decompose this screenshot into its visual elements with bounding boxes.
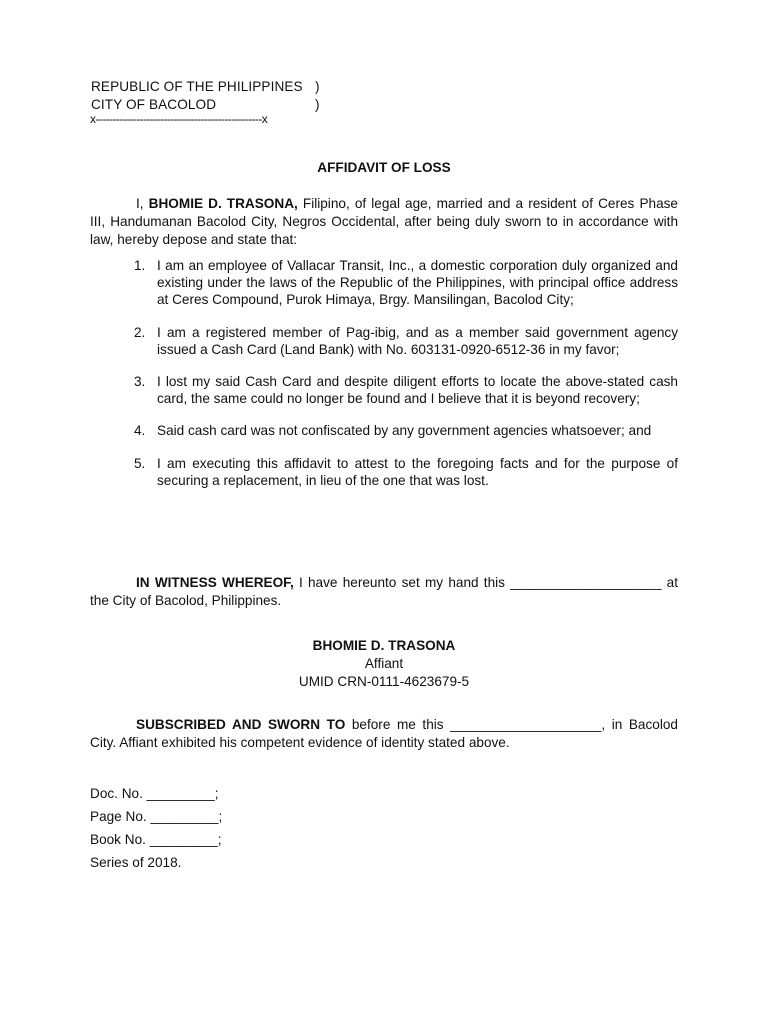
affiant-role: Affiant (364, 656, 404, 671)
item-text: I am executing this affidavit to attest to the foregoing facts and for the purpose of securing a replacement, in lieu of the one that was lost. (157, 455, 678, 488)
witness-lead: IN WITNESS WHEREOF, (136, 575, 294, 590)
venue-row-republic (91, 78, 320, 96)
intro-prefix: I, (136, 196, 149, 211)
document-title: AFFIDAVIT OF LOSS (317, 160, 451, 175)
item-text: I am a registered member of Pag-ibig, and as a member said government agency issued a Cash Card (Land Bank) with No. 603131-0920-6512-36 in my favor; (157, 324, 678, 357)
item-number: 3. (134, 374, 146, 390)
witness-paragraph (90, 574, 678, 610)
item-text: I am an employee of Vallacar Transit, Inc., a domestic corporation duly organized and existing under the laws of the Republic of the Philippines, with principal office address at Ceres Compound, Purok Himaya, Brgy. Mansilingan, Bacolod City; (157, 258, 678, 308)
list-item (90, 455, 678, 489)
series: Series of 2018. (90, 855, 182, 870)
jurat-date-blank: ____________________ (450, 717, 602, 732)
statement-list (90, 257, 678, 504)
jurat-lead: SUBSCRIBED AND SWORN TO (136, 717, 346, 732)
affiant-name-inline: BHOMIE D. TRASONA, (148, 196, 298, 211)
venue-paren: ) (315, 97, 320, 112)
doc-no: Doc. No. _________; (90, 786, 219, 801)
book-no: Book No. _________; (90, 832, 222, 847)
list-item (90, 373, 678, 407)
list-item (90, 422, 678, 439)
jurat-text: before me this (345, 717, 451, 732)
venue-republic: REPUBLIC OF THE PHILIPPINES (91, 79, 303, 94)
witness-text: I have hereunto set my hand this (293, 575, 511, 590)
affiant-name: BHOMIE D. TRASONA (312, 638, 456, 653)
notarial-register (90, 782, 222, 874)
list-item (90, 257, 678, 309)
date-blank: ____________________ (510, 575, 662, 590)
intro-paragraph (90, 195, 678, 249)
witness-text-2: at the City of Bacolod, Philippines. (90, 575, 678, 608)
item-number: 2. (134, 324, 146, 340)
venue-block (91, 78, 320, 114)
list-item (90, 324, 678, 358)
jurat-text-2: , in Bacolod City. Affiant exhibited his competent evidence of identity stated above. (90, 717, 678, 750)
item-text: I lost my said Cash Card and despite diligent efforts to locate the above-stated cash card, the same could no longer be found and I believe that it is beyond recovery; (157, 374, 678, 407)
venue-separator: x-------------------------------------------------x (90, 112, 268, 126)
jurat-paragraph (90, 716, 678, 752)
signature-block (0, 637, 768, 691)
item-text: Said cash card was not confiscated by any government agencies whatsoever; and (157, 423, 652, 439)
venue-paren: ) (315, 79, 320, 94)
intro-text: Filipino, of legal age, married and a resident of Ceres Phase III, Handumanan Bacolod City, Negros Occidental, after being duly sworn to in accordance with law, hereby depose and state that: (90, 196, 678, 247)
item-number: 1. (134, 258, 146, 273)
venue-city: CITY OF BACOLOD (91, 97, 217, 112)
item-number: 5. (134, 455, 146, 471)
page-no: Page No. _________; (90, 809, 223, 824)
affiant-id: UMID CRN-0111-4623679-5 (298, 674, 470, 689)
item-number: 4. (134, 423, 146, 439)
